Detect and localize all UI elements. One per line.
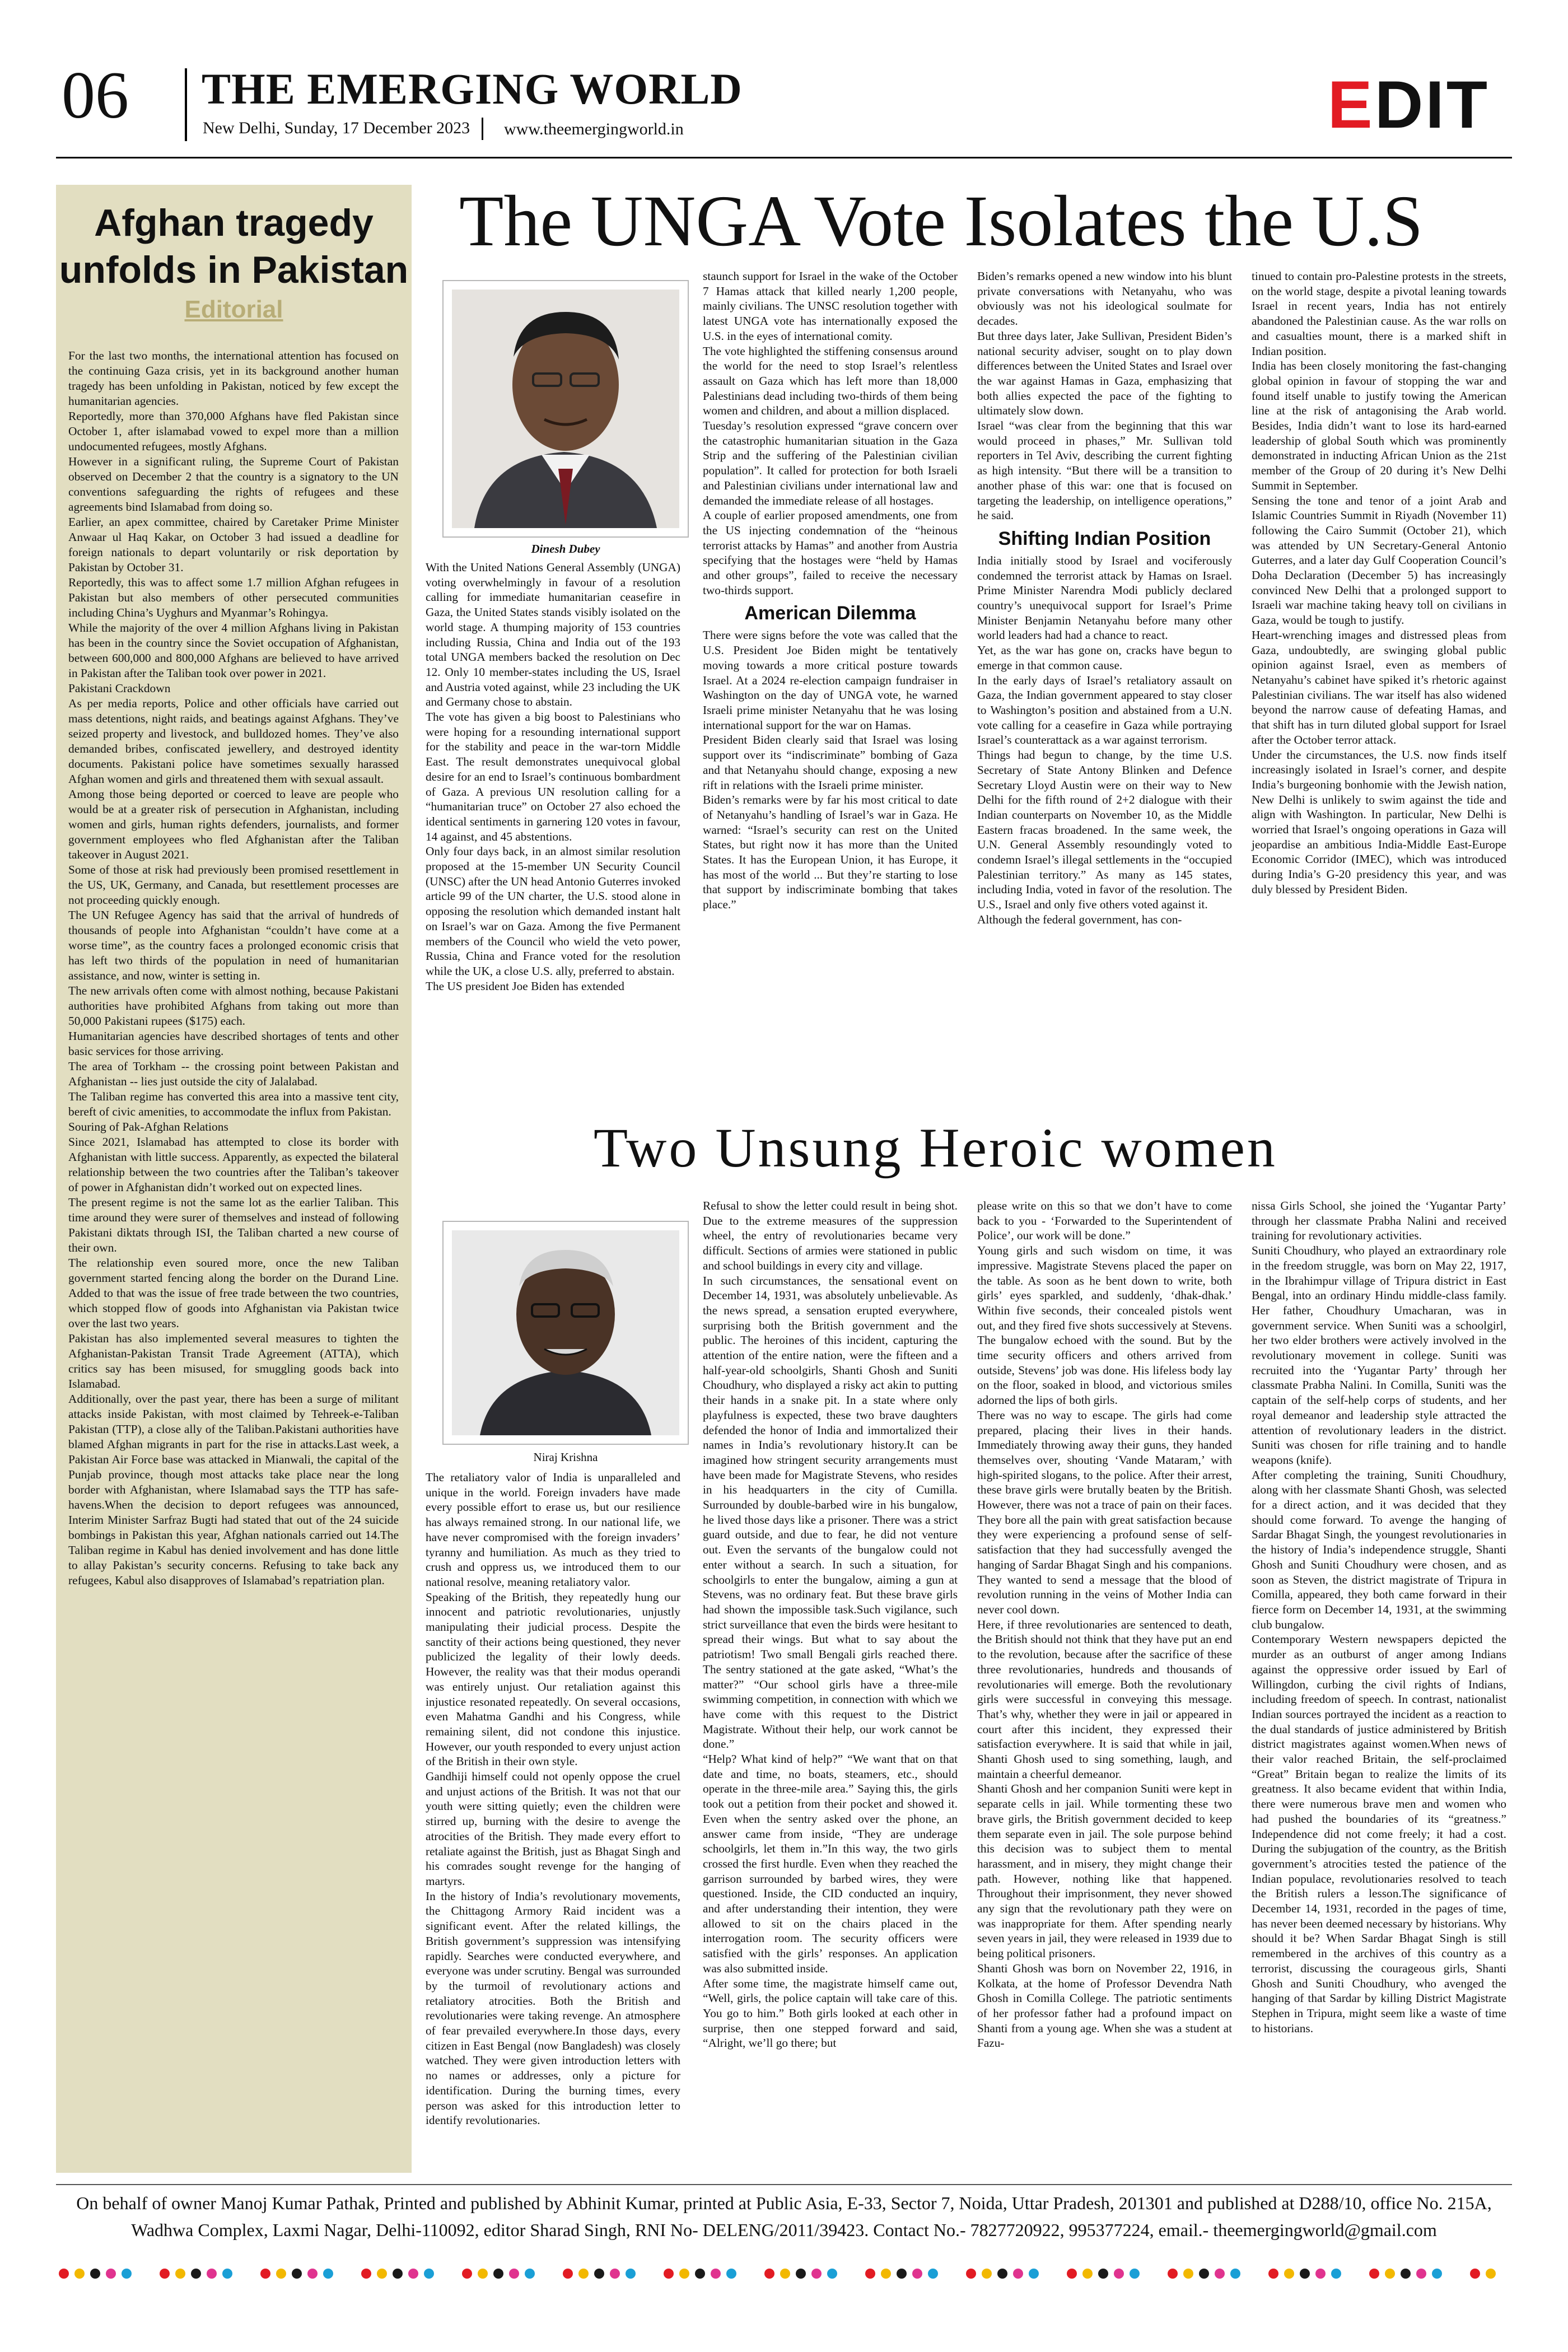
registration-dot: [377, 2269, 387, 2279]
paragraph: Young girls and such wisdom on time, it was impressive. Magistrate Stevens placed the paper on the table. As soon as he bent down to write, both girls’ eyes sparkled, and suddenly, ‘dhak-dhak.’ Within five seconds, their concealed pistols went out, and they fired five shots successively at Stevens. The bungalow echoed with the sound. But by the time security officers and others arrived from outside, Stevens’ job was done. His lifeless body lay on the floor, soaked in blood, and victorious smiles adorned the lips of both girls.: [977, 1244, 1232, 1407]
paragraph: Heart-wrenching images and distressed pleas from Gaza, undoubtedly, are swinging global public opinion against Israel, even as members of Netanyahu’s cabinet have spiked it’s rhetoric against Palestinian civilians. The war itself has also widened beyond the narrow cause of defeating Hamas, and that shift has in turn diluted global support for Israel after the October terror attack.: [1252, 628, 1506, 746]
author-photo-niraj: [442, 1221, 689, 1445]
paragraph: The Taliban regime has converted this area into a massive tent city, bereft of civic amenities, to accommodate the influx from Pakistan.: [68, 1090, 399, 1118]
section-tag-rest: DIT: [1374, 67, 1490, 142]
registration-dot: [1130, 2269, 1140, 2279]
paragraph: In such circumstances, the sensational event on December 14, 1931, was absolutely unbelievable. As the news spread, a sensation erupted everywhere, surprising both the British government and the public. The heroines of this incident, capturing the attention of the entire nation, were the fifteen and a half-year-old schoolgirls, Shanti Ghosh and Suniti Choudhury, who displayed a risky act akin to putting their hands in a snake pit. In a state where only playfulness is expected, these two brave daughters defended the honor of India and immortalized their names in India’s revolutionary history.It can be imagined how stringent security arrangements must have been made for Magistrate Stevens, who resides in his headquarters in the city of Cumilla. Surrounded by double-barbed wire in his bungalow, he lived those days like a prisoner. There was a strict guard outside, and due to fear, he did not venture out. Even the servants of the bungalow could not enter without a search. In such a situation, for schoolgirls to enter the bungalow, aiming a gun at Stevens, was no ordinary feat. But these brave girls had shown the impossible task.Such vigilance, such strict surveillance that even the birds were hesitant to spread their wings. But what to say about the patriotism! Two small Bengali girls reached there. The sentry stationed at the gate asked, “What’s the matter?” “Our school girls have a three-mile swimming competition, in connection with which we have come with this request to the District Magistrate. Without their help, our work cannot be done.”: [703, 1273, 958, 1751]
registration-dot: [74, 2269, 85, 2279]
article1-column4: [1252, 269, 1506, 897]
paragraph: The present regime is not the same lot as the earlier Taliban. This time around they were surer of themselves and instead of following Pakistani diktats through ISI, the Taliban charted a new course of their own.: [68, 1196, 399, 1254]
paragraph: The vote has given a big boost to Palestinians who were hoping for a resounding international support for the stability and peace in the war-torn Middle East. The result demonstrates unequivocal global desire for an end to Israel’s continuous bombardment of Gaza. A previous UN resolution calling for a “humanitarian truce” on October 27 also echoed the identical sentiments in garnering 120 votes in favour, 14 against, and 45 abstentions.: [426, 710, 680, 843]
article2-column1: [426, 1470, 680, 2128]
paragraph: Although the federal government, has con-: [977, 912, 1182, 926]
paragraph: Humanitarian agencies have described shortages of tents and other basic services for those arriving.: [68, 1029, 399, 1058]
paragraph: There were signs before the vote was called that the U.S. President Joe Biden might be tentatively moving towards a more critical posture towards Israel. At a 2024 re-election campaign fundraiser in Washington on the day of UNGA vote, he warned Israeli prime minister Netanyahu that he was losing international support for the war on Hamas.: [703, 628, 958, 732]
editorial-body: [68, 348, 399, 1588]
editorial-sidebar: [56, 185, 412, 2173]
paragraph: Gandhiji himself could not openly oppose the cruel and unjust actions of the British. It was not that our youth were sitting quietly; even the children were stirred up, burning with the desire to avenge the atrocities of the British. They made every effort to retaliate against the British, just as Bhagat Singh and his comrades sought revenge for the hanging of martyrs.: [426, 1770, 680, 1888]
masthead: [56, 56, 1512, 151]
registration-dot: [1300, 2269, 1310, 2279]
paragraph: Contemporary Western newspapers depicted the murder as an outburst of anger among Indians against the oppressive order issued by Earl of Willingdon, curbing the civil rights of Indians, including freedom of speech. In contrast, nationalist Indian sources portrayed the incident as a reaction to the dual standards of justice administered by British district magistrates against women.When news of their valor reached Britain, the self-proclaimed “Great” Britain began to realize the limits of its greatness. It also became evident that within India, there were numerous brave men and women who had pushed the boundaries of its “greatness.” Independence did not come freely; it had a cost. During the subjugation of the country, as the British government’s atrocities tested the patience of the Indian populace, revolutionaries resolved to teach the British rulers a lesson.The significance of December 14, 1931, recorded in the pages of time, has never been deemed necessary by historians. Why should it be? When Sardar Bhagat Singh is still remembered in the archives of this country as a terrorist, discussing the courageous girls, Shanti Ghosh and Suniti Choudhury, who avenged the hanging of that Sardar by killing District Magistrate Stephen in Tripura, might seem like a waste of time to historians.: [1252, 1632, 1506, 2035]
registration-dot: [982, 2269, 992, 2279]
registration-dot: [1013, 2269, 1023, 2279]
registration-dot: [610, 2269, 620, 2279]
registration-dot: [509, 2269, 519, 2279]
paragraph: nissa Girls School, she joined the ‘Yugantar Party’ through her classmate Prabha Nalini and received training for revolutionary activities.: [1252, 1199, 1506, 1243]
registration-dot: [478, 2269, 488, 2279]
paragraph: Refusal to show the letter could result in being shot. Due to the extreme measures of the suppression wheel, the entry of revolutionaries became very difficult. Sections of armies were stationed in public and school buildings in every city and village.: [703, 1199, 958, 1272]
registration-dot: [726, 2269, 736, 2279]
article1-column3-part2: [977, 553, 1232, 927]
newspaper-name: THE EMERGING WORLD: [202, 64, 743, 113]
paragraph: Sensing the tone and tenor of a joint Arab and Islamic Countries Summit in Riyadh (November 11) following the Cairo Summit (October 21), which was attended by UN Secretary-General Antonio Guterres, and a later day Gulf Cooperation Council’s Doha Declaration (December 5) has increasingly convinced New Delhi that a prolonged support to Israeli war machine taking heavy toll on civilians in Gaza, would be tough to justify.: [1252, 493, 1506, 627]
section-tag: [1328, 66, 1490, 143]
author-portrait-icon: [452, 290, 679, 528]
paragraph: The UN Refugee Agency has said that the arrival of hundreds of thousands of people into Afghanistan “couldn’t have come at a worse time”, as the country faces a prolonged economic crisis that has left two thirds of the population in need of humanitarian assistance, and now, winter is setting in.: [68, 908, 399, 982]
registration-dot: [1369, 2269, 1379, 2279]
article1-column3-part1: [977, 269, 1232, 523]
footer-rule: [56, 2184, 1512, 2185]
registration-dot: [811, 2269, 822, 2279]
registration-dot: [1470, 2269, 1480, 2279]
registration-dot: [307, 2269, 318, 2279]
registration-dot: [827, 2269, 837, 2279]
registration-dot: [1432, 2269, 1442, 2279]
paragraph: Tuesday’s resolution expressed “grave concern over the catastrophic humanitarian situation in the Gaza Strip and the suffering of the Palestinian civilian population”. It called for protection for both Israeli and Palestinian civilians under international law and demanded the immediate release of all hostages.: [703, 419, 958, 507]
registration-dot: [292, 2269, 302, 2279]
page-number: 06: [62, 58, 129, 132]
registration-dot: [626, 2269, 636, 2279]
paragraph: Speaking of the British, they repeatedly hung our innocent and patriotic revolutionaries, unjustly manipulating their judicial process. Despite the sanctity of their actions being questioned, they never publicized the legality of their lowly deeds. However, the reality was that their modus operandi was entirely unjust. Our retaliation against this injustice resonated repeatedly. On several occasions, even Mahatma Gandhi and his Congress, while remaining silent, did not condone this injustice. However, our youth responded to every unjust action of the British in their own style.: [426, 1590, 680, 1768]
paragraph: Some of those at risk had previously been promised resettlement in the US, UK, Germany, and Canada, but resettlement processes are not proceeding quickly enough.: [68, 863, 399, 907]
editorial-title: Afghan tragedy unfolds in Pakistan: [59, 202, 409, 291]
registration-dot: [966, 2269, 976, 2279]
registration-dot: [695, 2269, 705, 2279]
paragraph: In the early days of Israel’s retaliatory assault on Gaza, the Indian government appeared to stay closer to Washington’s position and abstained from a U.N. vote calling for a ceasefire in Gaza while portraying Israel’s counterattack as a war against terrorism.: [977, 673, 1232, 747]
registration-dot: [408, 2269, 418, 2279]
paragraph: A couple of earlier proposed amendments, one from the US injecting condemnation of the “heinous terrorist attacks by Hamas” and another from Austria specifying that the hostages were “held by Hamas and other groups”, failed to receive the necessary two-thirds support.: [703, 508, 958, 597]
paragraph: The US president Joe Biden has extended: [426, 979, 624, 993]
article1-column2-part2: [703, 628, 958, 912]
paragraph: Shanti Ghosh was born on November 22, 1916, in Kolkata, at the home of Professor Devendra Nath Ghosh in Comilla College. The patriotic sentiments of her professor father had a profound impact on Shanti from a young age. When she was a student at Fazu-: [977, 1961, 1232, 2050]
registration-dot: [881, 2269, 891, 2279]
registration-dot: [493, 2269, 503, 2279]
paragraph: In the history of India’s revolutionary movements, the Chittagong Armory Raid incident was a significant event. After the related killings, the British government’s suppression was intensifying rapidly. Searches were conducted everywhere, and everyone was under scrutiny. Bengal was surrounded by the turmoil of revolutionary actions and retaliatory atrocities. Both the British and revolutionaries were taking revenge. An atmosphere of fear prevailed everywhere.In those days, every citizen in East Bengal (now Bangladesh) was closely watched. They were given introduction letters with no names or addresses, only a picture for identification. During the burning times, every person was asked for this introduction letter to identify revolutionaries.: [426, 1889, 680, 2127]
masthead-rule: [56, 157, 1512, 158]
paragraph: While the majority of the over 4 million Afghans living in Pakistan has been in the country since the Soviet occupation of Afghanistan, between 600,000 and 800,000 Afghans are believed to have arrived in Pakistan after the Taliban took over power in 2021.: [68, 621, 399, 680]
registration-dot: [393, 2269, 403, 2279]
article2-column3: [977, 1198, 1232, 2051]
paragraph: President Biden clearly said that Israel was losing support over its “indiscriminate” bombing of Gaza and that Netanyahu should change, exposing a new rift in relations with the Israeli prime minister.: [703, 733, 958, 792]
registration-dot: [865, 2269, 875, 2279]
article1-column3: [977, 269, 1232, 927]
masthead-divider: [185, 68, 187, 141]
registration-dot: [1284, 2269, 1294, 2279]
registration-dot: [191, 2269, 201, 2279]
paragraph: The area of Torkham -- the crossing point between Pakistan and Afghanistan -- lies just outside the city of Jalalabad.: [68, 1060, 399, 1088]
website-divider: [482, 118, 483, 140]
registration-dot: [361, 2269, 371, 2279]
registration-dot: [1199, 2269, 1209, 2279]
article1-column1: [426, 560, 680, 993]
article2-author: Niraj Krishna: [533, 1450, 598, 1464]
paragraph: Earlier, an apex committee, chaired by Caretaker Prime Minister Anwaar ul Haq Kakar, on October 3 had issued a deadline for foreign nationals to depart voluntarily or risk deportation by Pakistan by October 31.: [68, 515, 399, 574]
registration-dot: [1183, 2269, 1193, 2279]
registration-dot: [1082, 2269, 1093, 2279]
paragraph: please write on this so that we don’t have to come back to you - ‘Forwarded to the Superintendent of Police’, our work will be done.”: [977, 1199, 1232, 1243]
registration-dot: [222, 2269, 232, 2279]
registration-dot: [59, 2269, 69, 2279]
subhead-shifting-indian-position: Shifting Indian Position: [998, 528, 1211, 549]
paragraph: After some time, the magistrate himself came out, “Well, girls, the police captain will take care of this. You go to him.” Both girls looked at each other in surprise, then one stepped forward and said, “Alright, we’ll go there; but: [703, 1976, 958, 2050]
paragraph: staunch support for Israel in the wake of the October 7 Hamas attack that killed nearly 1,200 people, mainly civilians. The UNSC resolution together with latest UNGA vote has internationally exposed the U.S. in the eyes of international comity.: [703, 269, 958, 343]
registration-dot: [1029, 2269, 1039, 2279]
registration-dot: [1268, 2269, 1278, 2279]
paragraph: However in a significant ruling, the Supreme Court of Pakistan observed on December 2 that the country is a signatory to the UN conventions safeguarding the rights of refugees and these agreements bind Islamabad from doing so.: [68, 455, 399, 514]
registration-dot: [1401, 2269, 1411, 2279]
registration-dot: [1385, 2269, 1395, 2279]
paragraph: Things had begun to change, by the time U.S. Secretary of State Antony Blinken and Defence Secretary Lloyd Austin were on their way to New Delhi for the fifth round of 2+2 dialogue with their Indian counterparts on November 10, as the Middle Eastern fracas broadened. In the same week, the U.N. General Assembly resoundingly voted to condemn Israel’s illegal settlements in the “occupied Palestinian territory.” As many as 145 states, including India, voted in favor of the resolution. The U.S., Israel and only five others voted against it.: [977, 748, 1232, 912]
paragraph: Pakistani Crackdown: [68, 682, 171, 695]
article1-headline: The UNGA Vote Isolates the U.S: [459, 181, 1424, 262]
registration-dot: [122, 2269, 132, 2279]
paragraph: Biden’s remarks opened a new window into his blunt private conversations with Netanyahu, who was obviously was not his ideological soulmate for decades.: [977, 269, 1232, 328]
registration-dot: [1114, 2269, 1124, 2279]
paragraph: Among those being deported or coerced to leave are people who would be at a greater risk of persecution in Afghanistan, including women and girls, human rights defenders, journalists, and former government employees who fled Afghanistan after the Taliban takeover in August 2021.: [68, 787, 399, 861]
registration-dot: [1098, 2269, 1108, 2279]
paragraph: The vote highlighted the stiffening consensus around the world for the need to stop Israel’s relentless assault on Gaza which has left more than 18,000 Palestinians dead including two-thirds of them being women and children, and about a million displaced.: [703, 344, 958, 418]
registration-dot: [323, 2269, 333, 2279]
registration-dot: [796, 2269, 806, 2279]
paragraph: Since 2021, Islamabad has attempted to close its border with Afghanistan with little success. Apparently, as expected the bilateral relationship between the two countries after the Taliban’s takeover of power in Afghanistan didn’t worked out on expected lines.: [68, 1135, 399, 1194]
registration-dot: [1315, 2269, 1326, 2279]
paragraph: Reportedly, more than 370,000 Afghans have fled Pakistan since October 1, after islamabad vowed to expel more than a million undocumented refugees, mostly Afghans.: [68, 409, 399, 453]
paragraph: But three days later, Jake Sullivan, President Biden’s national security adviser, sought on to play down differences between the United States and Israel over the war against Hamas in Gaza, emphasizing that both allies expected the pace of the fighting to ultimately slow down.: [977, 329, 1232, 418]
website-link[interactable]: www.theemergingworld.in: [504, 120, 684, 138]
paragraph: The new arrivals often come with almost nothing, because Pakistani authorities have prohibited Afghans from taking out more than 50,000 Pakistani rupees ($175) each.: [68, 984, 399, 1028]
paragraph: Yet, as the war has gone on, cracks have begun to emerge in that common cause.: [977, 643, 1232, 672]
registration-dot: [424, 2269, 434, 2279]
registration-dot: [1230, 2269, 1240, 2279]
paragraph: Souring of Pak-Afghan Relations: [68, 1120, 228, 1133]
paragraph: Reportedly, this was to affect some 1.7 million Afghan refugees in Pakistan but also members of other persecuted communities including China’s Uyghurs and Myanmar’s Rohingya.: [68, 576, 399, 619]
registration-dot: [594, 2269, 604, 2279]
section-tag-first-letter: E: [1327, 67, 1375, 142]
registration-dot: [1215, 2269, 1225, 2279]
registration-dot: [1486, 2269, 1496, 2279]
registration-dot: [175, 2269, 185, 2279]
paragraph: Suniti Choudhury, who played an extraordinary role in the freedom struggle, was born on May 22, 1917, in the Ibrahimpur village of Tripura district in East Bengal, into an ordinary Hindu middle-class family. Her father, Choudhury Umacharan, was in government service. When Suniti was a schoolgirl, her two elder brothers were actively involved in the revolutionary movement in college. Suniti was recruited into the ‘Yugantar Party’ through her classmate Prabha Nalini. In Comilla, Suniti was the captain of the self-help corps of students, and her royal demeanor and leadership style attracted the attention of revolutionary leaders in the district. Suniti was chosen for rifle training and to handle weapons (knife).: [1252, 1244, 1506, 1467]
paragraph: Only four days back, in an almost similar resolution proposed at the 15-member UN Security Council (UNSC) after the UN head Antonio Guterres invoked article 99 of the UN charter, the U.S. stood alone in opposing the resolution which demanded instant halt on Israel’s war on Gaza. Among the five Permanent members of the Council who wield the veto power, Russia, China and France voted for the resolution while the UK, a close U.S. ally, preferred to abstain.: [426, 844, 680, 978]
paragraph: There was no way to escape. The girls had come prepared, placing their lives in their hands. Immediately throwing away their guns, they handed themselves over, shouting ‘Vande Mataram,’ with high-spirited slogans, to the police. After their arrest, these brave girls were brutally beaten by the British. However, there was not a trace of pain on their faces. They bore all the pain with great satisfaction because they were experiencing a profound sense of self-satisfaction that they had successfully avenged the hanging of Sardar Bhagat Singh and his companions. They wanted to send a message that the blood of revolution running in the veins of Mother India can never cool down.: [977, 1408, 1232, 1616]
registration-dot: [897, 2269, 907, 2279]
registration-dot: [1067, 2269, 1077, 2279]
registration-dot: [90, 2269, 100, 2279]
editorial-kicker: Editorial: [184, 296, 283, 323]
paragraph: tinued to contain pro-Palestine protests in the streets, on the world stage, despite a pivotal leaning towards Israel in recent years, India has not entirely abandoned the Palestinian cause. As the war rolls on and casualties mount, there is a marked shift in Indian position.: [1252, 269, 1506, 358]
registration-dot: [462, 2269, 472, 2279]
article1-column2: [703, 269, 958, 912]
registration-dot: [664, 2269, 674, 2279]
paragraph: India initially stood by Israel and vociferously condemned the terrorist attack by Hamas on Israel. Prime Minister Narendra Modi publicly declared country’s unequivocal support for Israel’s Prime Minister Benjamin Netanyahu before many other world leaders had had a chance to react.: [977, 553, 1232, 642]
article1-column2-part1: [703, 269, 958, 598]
article2-column2: [703, 1198, 958, 2051]
article2-column4: [1252, 1198, 1506, 2036]
dateline: New Delhi, Sunday, 17 December 2023: [203, 119, 470, 137]
registration-dot: [525, 2269, 535, 2279]
registration-dot: [780, 2269, 790, 2279]
subhead-american-dilemma: American Dilemma: [744, 603, 916, 624]
registration-dot: [1416, 2269, 1426, 2279]
paragraph: Here, if three revolutionaries are sentenced to death, the British should not think that they have put an end to the revolution, because after the sacrifice of these three revolutionaries, hundreds and thousands of revolutionaries will emerge. Both the revolutionary girls were successful in conveying this message. That’s why, whether they were in jail or appeared in court after this incident, they expressed their satisfaction everywhere. It is said that while in jail, Shanti Ghosh used to sing something, laugh, and maintain a cheerful demeanor.: [977, 1617, 1232, 1781]
registration-dot: [260, 2269, 270, 2279]
paragraph: Under the circumstances, the U.S. now finds itself increasingly isolated in Israel’s corner, and despite India’s burgeoning bonhomie with the Jewish nation, New Delhi is unlikely to swim against the tide and align with Washington. In particular, New Delhi is worried that Israel’s ongoing operations in Gaza will jeopardise an ambitious India-Middle East-Europe Economic Corridor (IMEC), which was introduced during India’s G-20 presidency this year, and was duly blessed by President Biden.: [1252, 748, 1506, 896]
author-photo-dinesh: [442, 280, 689, 538]
paragraph: Biden’s remarks were by far his most critical to date of Netanyahu’s handling of Israel’s war in Gaza. He warned: “Israel’s security can rest on the United States, but right now it has more than the United States. It has the European Union, it has Europe, it has most of the world ... But they’re starting to lose that support by indiscriminate bombing that takes place.”: [703, 793, 958, 912]
paragraph: With the United Nations General Assembly (UNGA) voting overwhelmingly in favour of a resolution calling for immediate humanitarian ceasefire in Gaza, the United States stands visibly isolated on the world stage. A thumping majority of 153 countries including Russia, China and India out of the 193 total UNGA members backed the resolution on Dec 12. Only 10 member-states including the US, Israel and Austria voted against, while 23 including the UK and Germany chose to abstain.: [426, 561, 680, 709]
registration-dot: [1331, 2269, 1341, 2279]
registration-dot: [764, 2269, 774, 2279]
registration-dots: [56, 2262, 1512, 2285]
paragraph: Additionally, over the past year, there has been a surge of militant attacks inside Pakistan, with most claimed by Tehreek-e-Taliban Pakistan (TTP), a close ally of the Taliban.Pakistani authorities have blamed Afghan migrants in part for the rise in attacks.Last week, a Pakistan Air Force base was attacked in Mianwali, the capital of the Punjab province, though most attacks take place near the long border with Afghanistan, where Islamabad says the TTP has safe-havens.When the decision to deport refugees was announced, Interim Minister Sarfraz Bugti had stated that out of the 24 suicide bombings in Pakistan this year, Afghan nationals carried out 14.The Taliban regime in Kabul has denied involvement and has done little to allay Pakistan’s security concerns. Refusing to take back any refugees, Kabul also disapproves of Islamabad’s repatriation plan.: [68, 1392, 399, 1587]
paragraph: Israel “was clear from the beginning that this war would proceed in phases,” Mr. Sullivan told reporters in Tel Aviv, describing the current fighting as high intensity. “But there will be a transition to another phase of this war: one that is focused on targeting the leadership, on intelligence operations,” he said.: [977, 419, 1232, 522]
registration-dot: [160, 2269, 170, 2279]
registration-dot: [106, 2269, 116, 2279]
author-portrait-icon: [452, 1230, 679, 1435]
registration-dot: [912, 2269, 922, 2279]
paragraph: “Help? What kind of help?” “We want that on that date and time, no boats, steamers, etc., should operate in the three-mile area.” Saying this, the girls took out a petition from their pocket and showed it. Even when the sentry asked over the phone, an answer came from inside, “They are underage schoolgirls, let them in.”In this way, the two girls crossed the first hurdle. Even when they reached the garrison surrounded by barbed wires, they were questioned. Inside, the CID conducted an inquiry, and after understanding their intention, they were allowed to sit on the chairs placed in the interrogation room. The security officers were satisfied with the girls’ responses. An application was also submitted inside.: [703, 1752, 958, 1975]
registration-dot: [1168, 2269, 1178, 2279]
registration-dot: [997, 2269, 1007, 2279]
paragraph: Pakistan has also implemented several measures to tighten the Afghanistan-Pakistan Transit Trade Agreement (ATTA), which critics say has been misused, for smuggling goods back into Islamabad.: [68, 1332, 399, 1390]
registration-dot: [679, 2269, 689, 2279]
paragraph: As per media reports, Police and other officials have carried out mass detentions, night raids, and beatings against Afghans. They’ve seized property and livestock, and bulldozed homes. They’ve also demanded bribes, confiscated jewellery, and destroyed identity documents. Pakistani police have sometimes sexually harassed Afghan women and girls and threatened them with sexual assault.: [68, 697, 399, 786]
paragraph: The relationship even soured more, once the new Taliban government started fencing along the border on the Durand Line. Added to that was the issue of free trade between the two countries, which stopped flow of goods into Afghanistan via Pakistan twice over the last two years.: [68, 1256, 399, 1330]
imprint-line: On behalf of owner Manoj Kumar Pathak, Printed and published by Abhinit Kumar, printed at Public Asia, E-33, Sector 7, Noida, Uttar Pradesh, 201301 and published at D288/10, office No. 215A, Wadhwa Complex, Laxmi Nagar, Delhi-110092, editor Sharad Singh, RNI No- DELENG/2011/39423. Contact No.- 7827720922, 995377224, email.- theemergingworld@gmail.com: [76, 2193, 1492, 2240]
registration-dot: [276, 2269, 286, 2279]
paragraph: The retaliatory valor of India is unparalleled and unique in the world. Foreign invaders have made every possible effort to erase us, but our resilience has always remained strong. In our national life, we have never compromised with the foreign invaders’ tyranny and humiliation. As much as they tried to crush and oppress us, we introduced them to our national resolve, meaning retaliatory valor.: [426, 1471, 680, 1589]
registration-dot: [711, 2269, 721, 2279]
registration-dot: [563, 2269, 573, 2279]
registration-dot: [928, 2269, 938, 2279]
registration-dot: [207, 2269, 217, 2279]
paragraph: For the last two months, the international attention has focused on the continuing Gaza crisis, yet in its background another human tragedy has been unfolding in Pakistan, noticed by few except the humanitarian agencies.: [68, 349, 399, 408]
paragraph: India has been closely monitoring the fast-changing global opinion in favour of stopping the war and found itself unable to justify towing the American line at the risk of antagonising the Arab world. Besides, India didn’t want to lose its hard-earned leadership of global South which was prominently demonstrated in inducting African Union as the 21st member of the Group of 20 during it’s New Delhi Summit in September.: [1252, 359, 1506, 492]
registration-dot: [578, 2269, 589, 2279]
article1-author: Dinesh Dubey: [531, 542, 600, 556]
paragraph: After completing the training, Suniti Choudhury, along with her classmate Shanti Ghosh, was selected for a direct action, and it was decided that they should come forward. To avenge the hanging of Sardar Bhagat Singh, the youngest revolutionaries in the history of India’s independence struggle, Shanti Ghosh and Suniti Choudhury were chosen, and as soon as Steven, the district magistrate of Tripura in Comilla, appeared, they both came forward in their fierce form on December 14, 1931, at the swimming club bungalow.: [1252, 1468, 1506, 1631]
article2-headline: Two Unsung Heroic women: [594, 1117, 1277, 1179]
paragraph: Shanti Ghosh and her companion Suniti were kept in separate cells in jail. While tormenting these two brave girls, the British government decided to keep them separate even in jail. The sole purpose behind this decision was to subject them to mental harassment, and in misery, they might change their path. However, nothing like that happened. Throughout their imprisonment, they never showed any sign that the revolutionary path they were on was inappropriate for them. After spending nearly seven years in jail, they were released in 1939 due to being political prisoners.: [977, 1782, 1232, 1961]
